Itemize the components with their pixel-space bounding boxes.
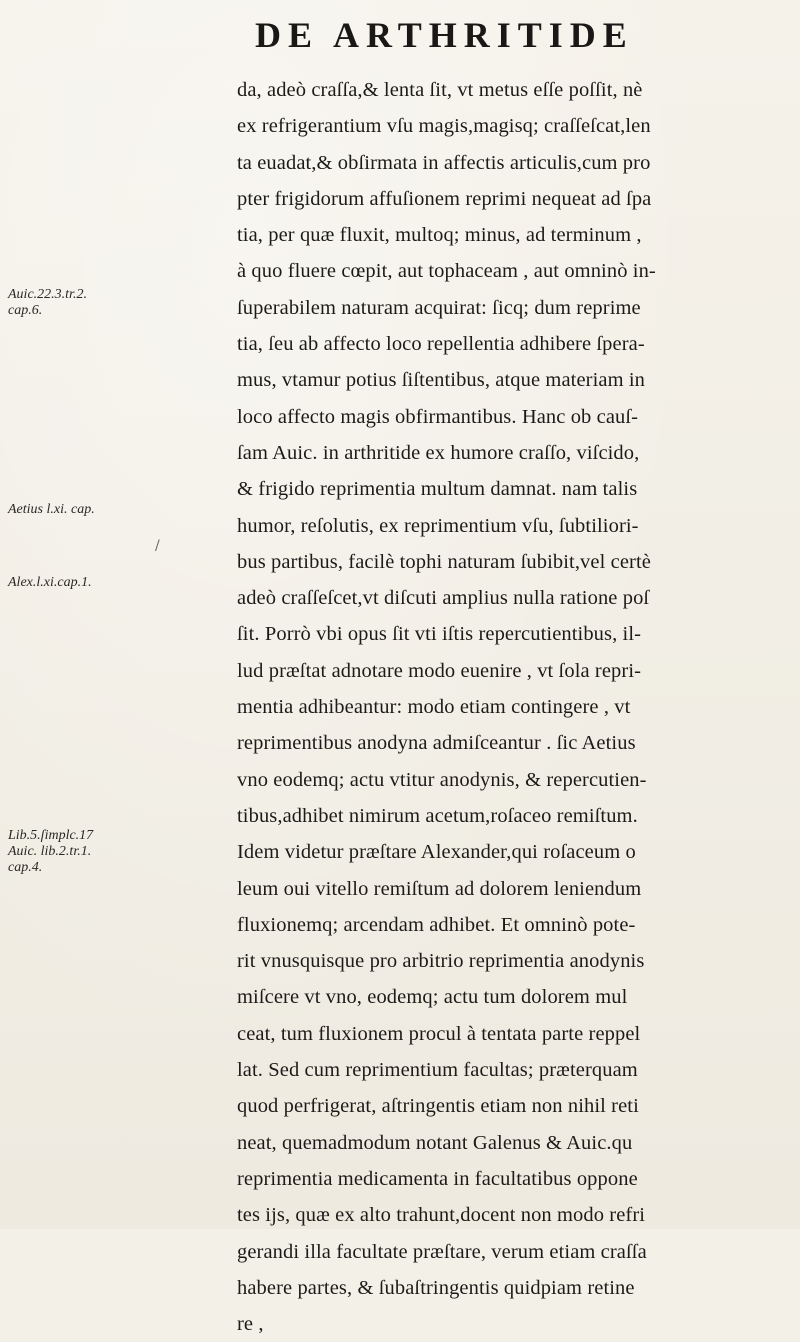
body-text bbox=[237, 72, 785, 1342]
text-line: leum oui vitello remiſtum ad dolorem leniendum bbox=[237, 877, 642, 900]
text-line: & frigido reprimentia multum damnat. nam talis bbox=[237, 478, 638, 501]
text-line: pter frigidorum affuſionem reprimi nequeat ad ſpa bbox=[237, 187, 652, 210]
text-line: gerandi illa facultate præſtare, verum etiam craſſa bbox=[237, 1240, 647, 1263]
text-line: da, adeò craſſa,& lenta ſit, vt metus eſſe poſſit, nè bbox=[237, 79, 643, 101]
text-line: tia, ſeu ab affecto loco repellentia adhibere ſpera- bbox=[237, 333, 645, 356]
text-line: loco affecto magis obfirmantibus. Hanc ob cauſ- bbox=[237, 405, 639, 428]
margin-note-line: Alex.l.xi.cap.1. bbox=[8, 575, 92, 590]
text-line: quod perfrigerat, aſtringentis etiam non nihil reti bbox=[237, 1095, 639, 1118]
margin-note-galen bbox=[8, 828, 158, 876]
text-line: ceat, tum fluxionem procul à tentata parte reppel bbox=[237, 1022, 641, 1045]
margin-note-aetius bbox=[8, 502, 158, 518]
text-line: reprimentia medicamenta in facultatibus oppone bbox=[237, 1167, 638, 1190]
text-line: humor, reſolutis, ex reprimentium vſu, ſubtiliori- bbox=[237, 514, 639, 537]
text-line: miſcere vt vno, eodemq; actu tum dolorem mul bbox=[237, 986, 628, 1009]
text-line: neat, quemadmodum notant Galenus & Auic.qu bbox=[237, 1131, 633, 1154]
text-line: tibus,adhibet nimirum acetum,roſaceo remiſtum. bbox=[237, 804, 638, 827]
margin-note-line: Lib.5.ſimplc.17 bbox=[8, 828, 94, 843]
text-line: rit vnusquisque pro arbitrio reprimentia anodynis bbox=[237, 950, 645, 973]
text-line: tia, per quæ fluxit, multoq; minus, ad terminum , bbox=[237, 224, 642, 247]
text-line: mentia adhibeantur: modo etiam contingere , vt bbox=[237, 696, 631, 719]
text-line: lud præſtat adnotare modo euenire , vt ſola repri- bbox=[237, 659, 642, 682]
text-line: ſuperabilem naturam acquirat: ſicq; dum reprime bbox=[237, 296, 641, 319]
running-head: DE ARTHRITIDE bbox=[255, 15, 634, 55]
text-line: mus, vtamur potius ſiſtentibus, atque materiam in bbox=[237, 369, 646, 392]
margin-note-line: Auic.22.3.tr.2. bbox=[8, 287, 87, 302]
text-line: bus partibus, facilè tophi naturam ſubibit,vel certè bbox=[237, 550, 651, 573]
margin-note-line: Auic. lib.2.tr.1. bbox=[8, 844, 92, 859]
text-line: à quo fluere cœpit, aut tophaceam , aut omninò in- bbox=[237, 260, 656, 283]
text-line: vno eodemq; actu vtitur anodynis, & repercutien- bbox=[237, 768, 647, 791]
margin-note-line: Aetius l.xi. cap. bbox=[8, 502, 95, 517]
margin-note-alexander bbox=[8, 575, 158, 591]
text-line: ſam Auic. in arthritide ex humore craſſo, viſcido, bbox=[237, 441, 640, 464]
text-line: adeò craſſeſcet,vt diſcuti amplius nulla ratione poſ bbox=[237, 587, 650, 610]
text-line: ta euadat,& obſirmata in affectis articulis,cum pro bbox=[237, 151, 651, 174]
text-line: reprimentibus anodyna admiſceantur . ſic Aetius bbox=[237, 732, 636, 755]
margin-note-line: cap.6. bbox=[8, 303, 43, 318]
text-line: re , bbox=[237, 1313, 264, 1336]
text-line: lat. Sed cum reprimentium facultas; præterquam bbox=[237, 1059, 638, 1082]
text-line: ex refrigerantium vſu magis,magisq; craſſeſcat,len bbox=[237, 115, 651, 138]
text-line: tes ijs, quæ ex alto trahunt,docent non modo refri bbox=[237, 1204, 646, 1227]
margin-note-line: cap.4. bbox=[8, 860, 43, 875]
text-line: Idem videtur præſtare Alexander,qui roſaceum o bbox=[237, 841, 636, 864]
text-line: ſit. Porrò vbi opus ſit vti iſtis repercutientibus, il- bbox=[237, 623, 642, 646]
text-line: fluxionemq; arcendam adhibet. Et omninò pote- bbox=[237, 913, 636, 936]
text-line: habere partes, & ſubaſtringentis quidpiam retine bbox=[237, 1276, 635, 1299]
margin-note-avicenna bbox=[8, 287, 158, 319]
margin-mark: / bbox=[155, 538, 160, 554]
